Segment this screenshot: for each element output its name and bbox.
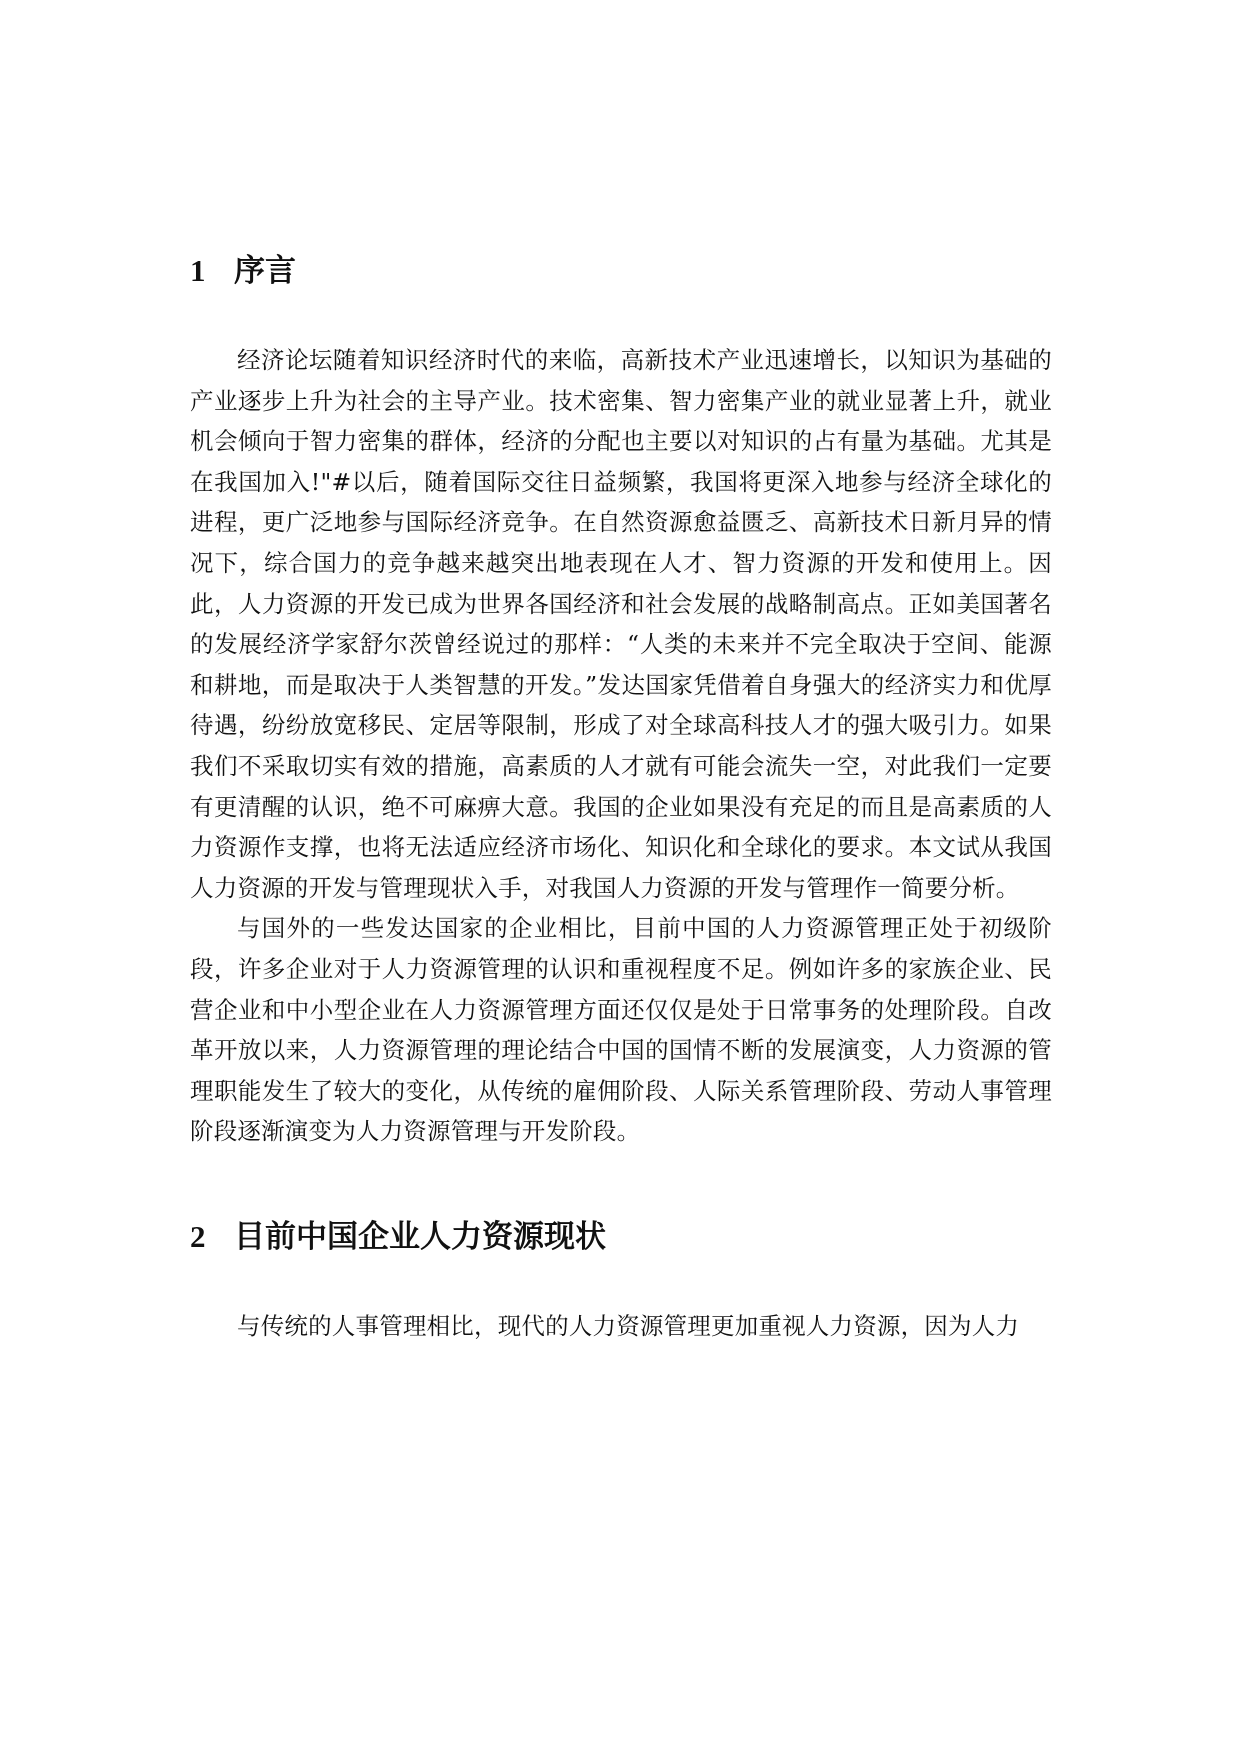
section-title: 序言	[234, 253, 296, 289]
section-1-paragraph-1: 经济论坛随着知识经济时代的来临，高新技术产业迅速增长，以知识为基础的产业逐步上升为社会的主导产业。技术密集、智力密集产业的就业显著上升，就业机会倾向于智力密集的群体，经济的分配也主要以对知识的占有量为基础。尤其是在我国加入!"#以后，随着国际交往日益频繁，我国将更深入地参与经济全球化的进程，更广泛地参与国际经济竞争。在自然资源愈益匮乏、高新技术日新月异的情况下，综合国力的竞争越来越突出地表现在人才、智力资源的开发和使用上。因此，人力资源的开发已成为世界各国经济和社会发展的战略制高点。正如美国著名的发展经济学家舒尔茨曾经说过的那样：“人类的未来并不完全取决于空间、能源和耕地，而是取决于人类智慧的开发。”发达国家凭借着自身强大的经济实力和优厚待遇，纷纷放宽移民、定居等限制，形成了对全球高科技人才的强大吸引力。如果我们不采取切实有效的措施，高素质的人才就有可能会流失一空，对此我们一定要有更清醒的认识，绝不可麻痹大意。我国的企业如果没有充足的而且是高素质的人力资源作支撑，也将无法适应经济市场化、知识化和全球化的要求。本文试从我国人力资源的开发与管理现状入手，对我国人力资源的开发与管理作一简要分析。	[190, 346, 1052, 902]
section-title: 目前中国企业人力资源现状	[234, 1218, 606, 1255]
section-heading-1	[190, 248, 1052, 294]
document-body	[190, 248, 1052, 1346]
section-number: 1	[190, 253, 206, 288]
section-1-paragraph-2: 与国外的一些发达国家的企业相比，目前中国的人力资源管理正处于初级阶段，许多企业对于人力资源管理的认识和重视程度不足。例如许多的家族企业、民营企业和中小型企业在人力资源管理方面还仅仅是处于日常事务的处理阶段。自改革开放以来，人力资源管理的理论结合中国的国情不断的发展演变，人力资源的管理职能发生了较大的变化，从传统的雇佣阶段、人际关系管理阶段、劳动人事管理阶段逐渐演变为人力资源管理与开发阶段。	[190, 914, 1052, 1146]
section-2-paragraph-1: 与传统的人事管理相比，现代的人力资源管理更加重视人力资源，因为人力	[237, 1311, 1020, 1340]
section-number: 2	[190, 1218, 206, 1254]
section-heading-2	[190, 1214, 1052, 1260]
